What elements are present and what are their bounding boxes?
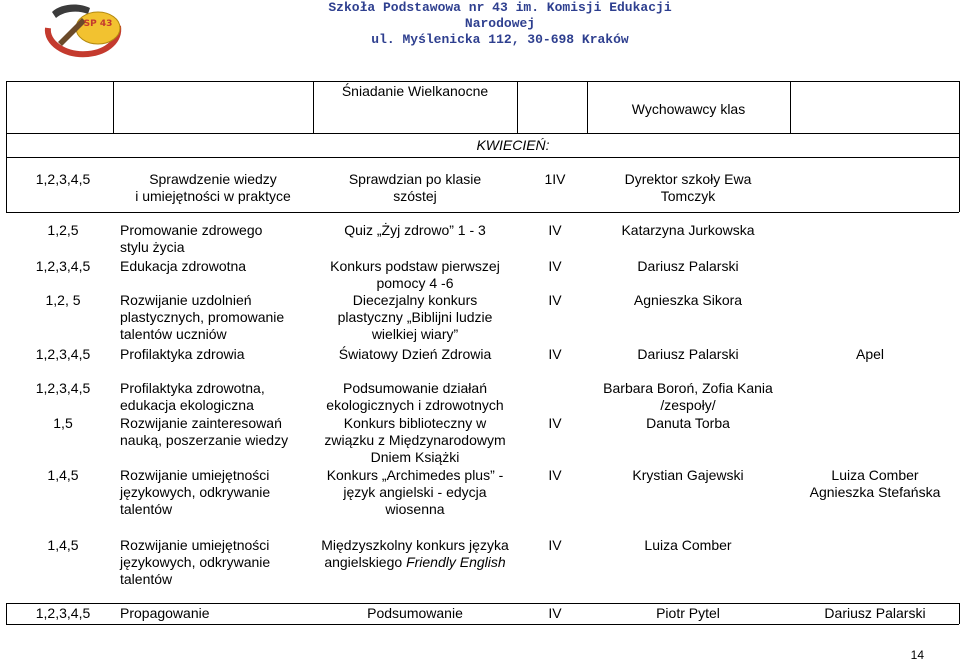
row-divider — [6, 624, 959, 625]
row-person: Krystian Gajewski — [632, 467, 744, 483]
row-term: IV — [548, 222, 562, 238]
school-logo — [38, 2, 130, 60]
school-address: ul. Myślenicka 112, 30-698 Kraków — [371, 32, 629, 47]
row-term: IV — [548, 346, 562, 362]
col-divider — [517, 81, 518, 133]
row-activity: Konkurs podstaw pierwszej pomocy 4 -6 — [330, 258, 500, 291]
row-activity: Podsumowanie — [367, 605, 463, 621]
row-activity: Konkurs „Archimedes plus” - język angielski - edycja wiosenna — [326, 467, 504, 517]
school-name-line2: Narodowej — [464, 16, 536, 31]
row-term: IV — [548, 467, 562, 483]
row-classes: 1,2,5 — [47, 222, 79, 238]
row-divider — [6, 212, 959, 213]
row-term: IV — [548, 258, 562, 274]
row-extra: Apel — [855, 346, 885, 362]
row-term: IV — [548, 605, 562, 621]
row-classes: 1,2,3,4,5 — [35, 258, 91, 274]
row-person: Dyrektor szkoły Ewa Tomczyk — [624, 171, 752, 204]
row-activity: Sprawdzian po klasie szóstej — [348, 171, 482, 204]
col-divider — [790, 81, 791, 133]
row-area: Sprawdzenie wiedzy i umiejętności w praktyce — [135, 171, 291, 204]
row-activity: Międzyszkolny konkurs języka angielskiego Friendly English — [321, 537, 509, 570]
row-person: Piotr Pytel — [656, 605, 720, 621]
table-border-left — [6, 81, 7, 157]
row-extra: Dariusz Palarski — [824, 605, 926, 621]
row-border — [6, 603, 7, 624]
row-person: Dariusz Palarski — [637, 258, 739, 274]
row-area: Rozwijanie zainteresowań nauką, poszerzanie wiedzy — [120, 415, 289, 448]
logo-text: SP 43 — [83, 19, 113, 29]
row-classes: 1,4,5 — [47, 467, 79, 483]
row-border — [6, 157, 7, 212]
month-heading: KWIECIEŃ: — [476, 137, 550, 153]
row-area: Rozwijanie umiejętności językowych, odkrywanie talentów — [120, 467, 271, 517]
page-number: 14 — [910, 648, 924, 662]
row-area: Rozwijanie umiejętności językowych, odkrywanie talentów — [120, 537, 271, 587]
table-border-month — [6, 157, 959, 158]
row-term: 1IV — [544, 171, 566, 187]
school-name-line1: Szkoła Podstawowa nr 43 im. Komisji Edukacji — [328, 0, 672, 15]
row-area: Propagowanie — [120, 605, 210, 621]
row-extra: Luiza Comber Agnieszka Stefańska — [809, 467, 941, 500]
table-border-mid — [6, 133, 959, 134]
row-term: IV — [548, 415, 562, 431]
row-person: Katarzyna Jurkowska — [621, 222, 755, 238]
row-activity: Podsumowanie działań ekologicznych i zdrowotnych — [326, 380, 504, 413]
row-person: Danuta Torba — [646, 415, 730, 431]
school-header — [290, 0, 710, 48]
row-area: Edukacja zdrowotna — [120, 258, 247, 274]
col-divider — [113, 81, 114, 133]
row-classes: 1,2,3,4,5 — [35, 171, 91, 187]
row-person: Luiza Comber — [644, 537, 732, 553]
row-term: IV — [548, 537, 562, 553]
event-title: Śniadanie Wielkanocne — [341, 83, 489, 99]
row-person: Dariusz Palarski — [637, 346, 739, 362]
row-classes: 1,5 — [53, 415, 73, 431]
row-classes: 1,4,5 — [47, 537, 79, 553]
row-area: Profilaktyka zdrowotna, edukacja ekologiczna — [120, 380, 265, 413]
row-classes: 1,2, 5 — [45, 292, 81, 308]
row-person: Barbara Boroń, Zofia Kania /zespoły/ — [603, 380, 773, 413]
row-divider — [6, 603, 959, 604]
responsible-title: Wychowawcy klas — [631, 101, 746, 117]
table-border-top — [6, 81, 959, 82]
row-area: Profilaktyka zdrowia — [120, 346, 245, 362]
row-activity: Quiz „Żyj zdrowo” 1 - 3 — [344, 222, 486, 238]
row-person: Agnieszka Sikora — [633, 292, 743, 308]
row-activity: Światowy Dzień Zdrowia — [338, 346, 492, 362]
row-classes: 1,2,3,4,5 — [35, 346, 91, 362]
row-term: IV — [548, 292, 562, 308]
row-classes: 1,2,3,4,5 — [35, 605, 91, 621]
row-area: Rozwijanie uzdolnień plastycznych, promowanie talentów uczniów — [120, 292, 285, 342]
row-area: Promowanie zdrowego stylu życia — [120, 222, 263, 255]
row-activity: Diecezjalny konkurs plastyczny „Biblijni ludzie wielkiej wiary” — [337, 292, 493, 342]
row-activity: Konkurs biblioteczny w związku z Międzynarodowym Dniem Książki — [324, 415, 506, 465]
row-classes: 1,2,3,4,5 — [35, 380, 91, 396]
